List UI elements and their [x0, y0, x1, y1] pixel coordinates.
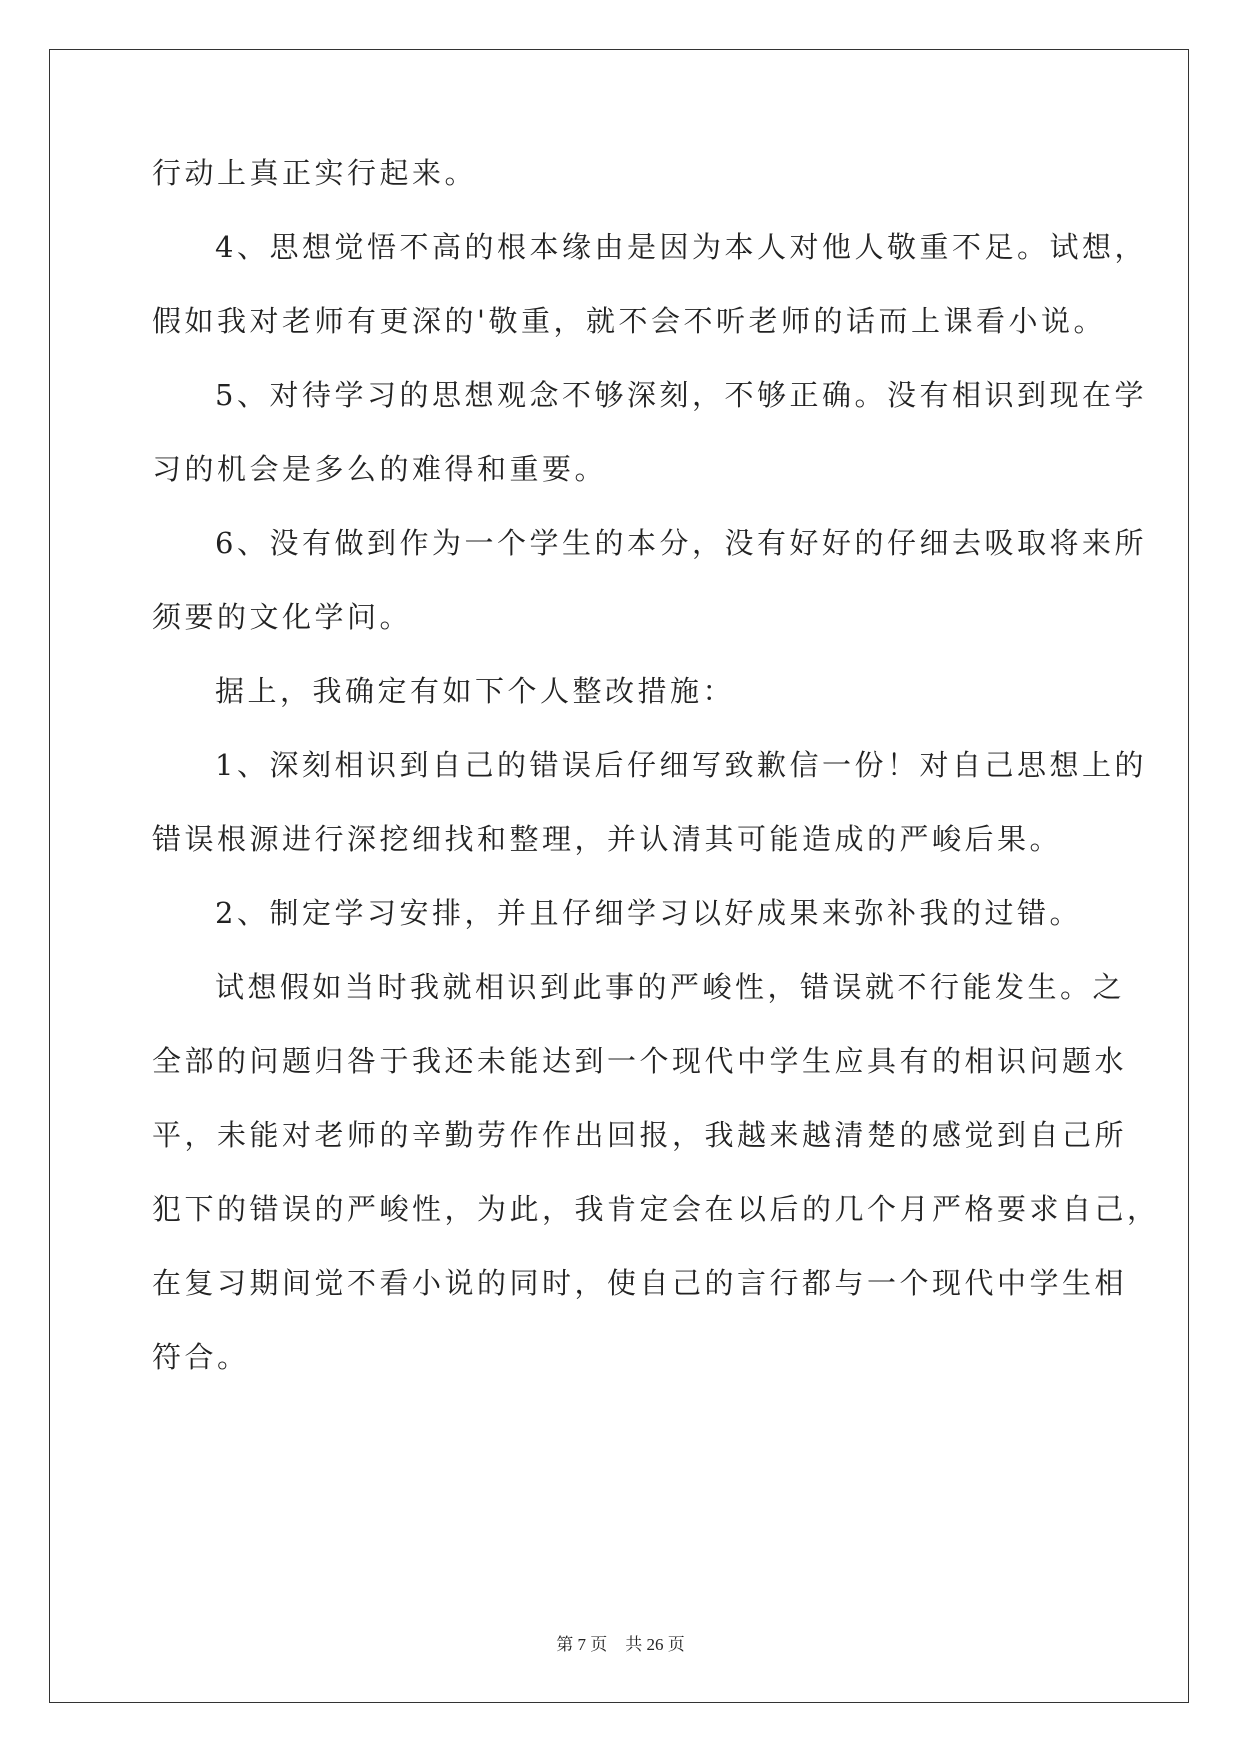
- text-line: 4、思想觉悟不高的根本缘由是因为本人对他人敬重不足。试想，: [215, 230, 1147, 264]
- page-number: 第 7 页: [556, 1635, 608, 1654]
- text-line: 5、对待学习的思想观念不够深刻，不够正确。没有相识到现在学: [215, 378, 1147, 412]
- text-line: 6、没有做到作为一个学生的本分，没有好好的仔细去吸取将来所: [215, 526, 1147, 560]
- text-line: 2、制定学习安排，并且仔细学习以好成果来弥补我的过错。: [215, 896, 1082, 930]
- text-line: 据上，我确定有如下个人整改措施：: [215, 674, 736, 708]
- page-total: 共 26 页: [625, 1635, 685, 1654]
- page-border: [49, 49, 1189, 1703]
- page-footer: [0, 1633, 1241, 1657]
- text-line: 须要的文化学问。: [152, 600, 413, 634]
- text-line: 假如我对老师有更深的'敬重，就不会不听老师的话而上课看小说。: [152, 304, 1106, 338]
- text-line: 犯下的错误的严峻性，为此，我肯定会在以后的几个月严格要求自己，: [152, 1192, 1160, 1226]
- text-line: 行动上真正实行起来。: [152, 156, 478, 190]
- text-line: 试想假如当时我就相识到此事的严峻性，错误就不行能发生。之: [215, 970, 1126, 1004]
- text-line: 符合。: [152, 1340, 250, 1374]
- text-line: 习的机会是多么的难得和重要。: [152, 452, 608, 486]
- text-line: 1、深刻相识到自己的错误后仔细写致歉信一份！对自己思想上的: [215, 748, 1147, 782]
- text-line: 在复习期间觉不看小说的同时，使自己的言行都与一个现代中学生相: [152, 1266, 1128, 1300]
- text-line: 平，未能对老师的辛勤劳作作出回报，我越来越清楚的感觉到自己所: [152, 1118, 1128, 1152]
- text-line: 全部的问题归咎于我还未能达到一个现代中学生应具有的相识问题水: [152, 1044, 1128, 1078]
- text-line: 错误根源进行深挖细找和整理，并认清其可能造成的严峻后果。: [152, 822, 1063, 856]
